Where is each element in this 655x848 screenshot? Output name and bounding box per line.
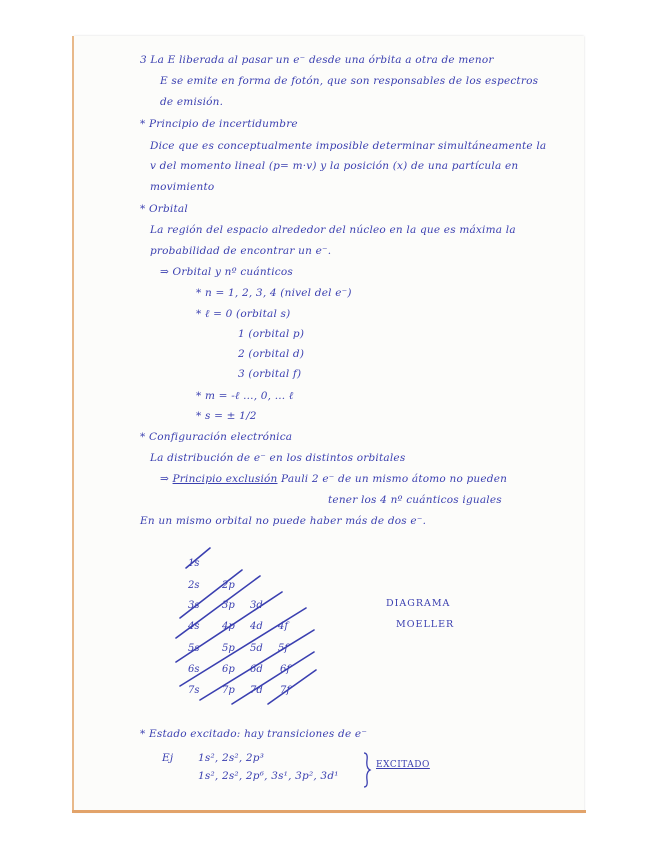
text-line: ⇒ Orbital y nº cuánticos <box>160 266 293 278</box>
text-line: de emisión. <box>160 96 224 108</box>
orbital-cell: 7p <box>222 685 235 696</box>
diagonal-arrow <box>232 652 314 704</box>
orbital-cell: 5f <box>278 643 289 654</box>
orbital-cell: 5s <box>188 643 200 654</box>
text-fragment: Pauli 2 e⁻ de un mismo átomo no pueden <box>277 473 508 485</box>
text-line: En un mismo orbital no puede haber más de dos e⁻. <box>140 515 427 527</box>
underlined-term: Principio exclusión <box>172 473 278 485</box>
orbital-cell: 4p <box>222 621 235 632</box>
moeller-diagram-arrows <box>150 540 320 710</box>
orbital-cell: 5p <box>222 643 235 654</box>
text-line: 1s², 2s², 2p⁶, 3s¹, 3p², 3d¹ <box>198 770 339 782</box>
text-line: * n = 1, 2, 3, 4 (nivel del e⁻) <box>196 287 352 299</box>
page-edge-bottom <box>72 810 586 813</box>
text-line: 1 (orbital p) <box>238 328 305 340</box>
orbital-cell: 4s <box>188 621 200 632</box>
orbital-cell: 4f <box>278 621 289 632</box>
orbital-cell: 7f <box>280 685 291 696</box>
section-heading: * Principio de incertidumbre <box>140 118 298 130</box>
text-line: 1s², 2s², 2p³ <box>198 752 265 764</box>
orbital-cell: 3p <box>222 600 235 611</box>
orbital-cell: 7s <box>188 685 200 696</box>
text-line: * s = ± 1/2 <box>196 410 257 422</box>
orbital-cell: 4d <box>250 621 263 632</box>
orbital-cell: 2s <box>188 580 200 591</box>
text-line: movimiento <box>150 181 215 193</box>
section-heading: * Configuración electrónica <box>140 431 293 443</box>
arrow: ⇒ <box>160 473 173 485</box>
text-line: La región del espacio alrededor del núcleo en la que es máxima la <box>150 224 516 236</box>
orbital-cell: 6s <box>188 664 200 675</box>
diagram-title: MOELLER <box>396 619 455 630</box>
orbital-cell: 6p <box>222 664 235 675</box>
text-line <box>160 473 507 485</box>
section-heading: * Orbital <box>140 203 188 215</box>
text-line: * m = -ℓ ..., 0, ... ℓ <box>196 390 294 402</box>
orbital-cell: 2p <box>222 580 235 591</box>
orbital-cell: 3s <box>188 600 200 611</box>
text-line: La distribución de e⁻ en los distintos orbitales <box>150 452 406 464</box>
text-line: Dice que es conceptualmente imposible determinar simultáneamente la <box>150 140 547 152</box>
orbital-cell: 7d <box>250 685 263 696</box>
orbital-cell: 6d <box>250 664 263 675</box>
text-line: 3 La E liberada al pasar un e⁻ desde una órbita a otra de menor <box>140 54 494 66</box>
page-edge-left <box>72 36 74 812</box>
text-line: E se emite en forma de fotón, que son responsables de los espectros <box>160 75 539 87</box>
diagonal-arrow <box>268 670 316 704</box>
text-line: v del momento lineal (p= m·v) y la posición (x) de una partícula en <box>150 160 519 172</box>
section-heading: * Estado excitado: hay transiciones de e⁻ <box>140 728 368 740</box>
orbital-cell: 3d <box>250 600 263 611</box>
orbital-cell: 6f <box>280 664 291 675</box>
orbital-cell: 1s <box>188 558 200 569</box>
orbital-cell: 5d <box>250 643 263 654</box>
text-line: probabilidad de encontrar un e⁻. <box>150 245 332 257</box>
example-label: Ej <box>162 752 174 764</box>
text-line: 2 (orbital d) <box>238 348 305 360</box>
text-line: * ℓ = 0 (orbital s) <box>196 308 291 320</box>
brace-icon <box>362 752 372 788</box>
diagram-title: DIAGRAMA <box>386 598 451 609</box>
text-line: 3 (orbital f) <box>238 368 302 380</box>
excited-label: EXCITADO <box>376 760 430 770</box>
text-line: tener los 4 nº cuánticos iguales <box>328 494 502 506</box>
